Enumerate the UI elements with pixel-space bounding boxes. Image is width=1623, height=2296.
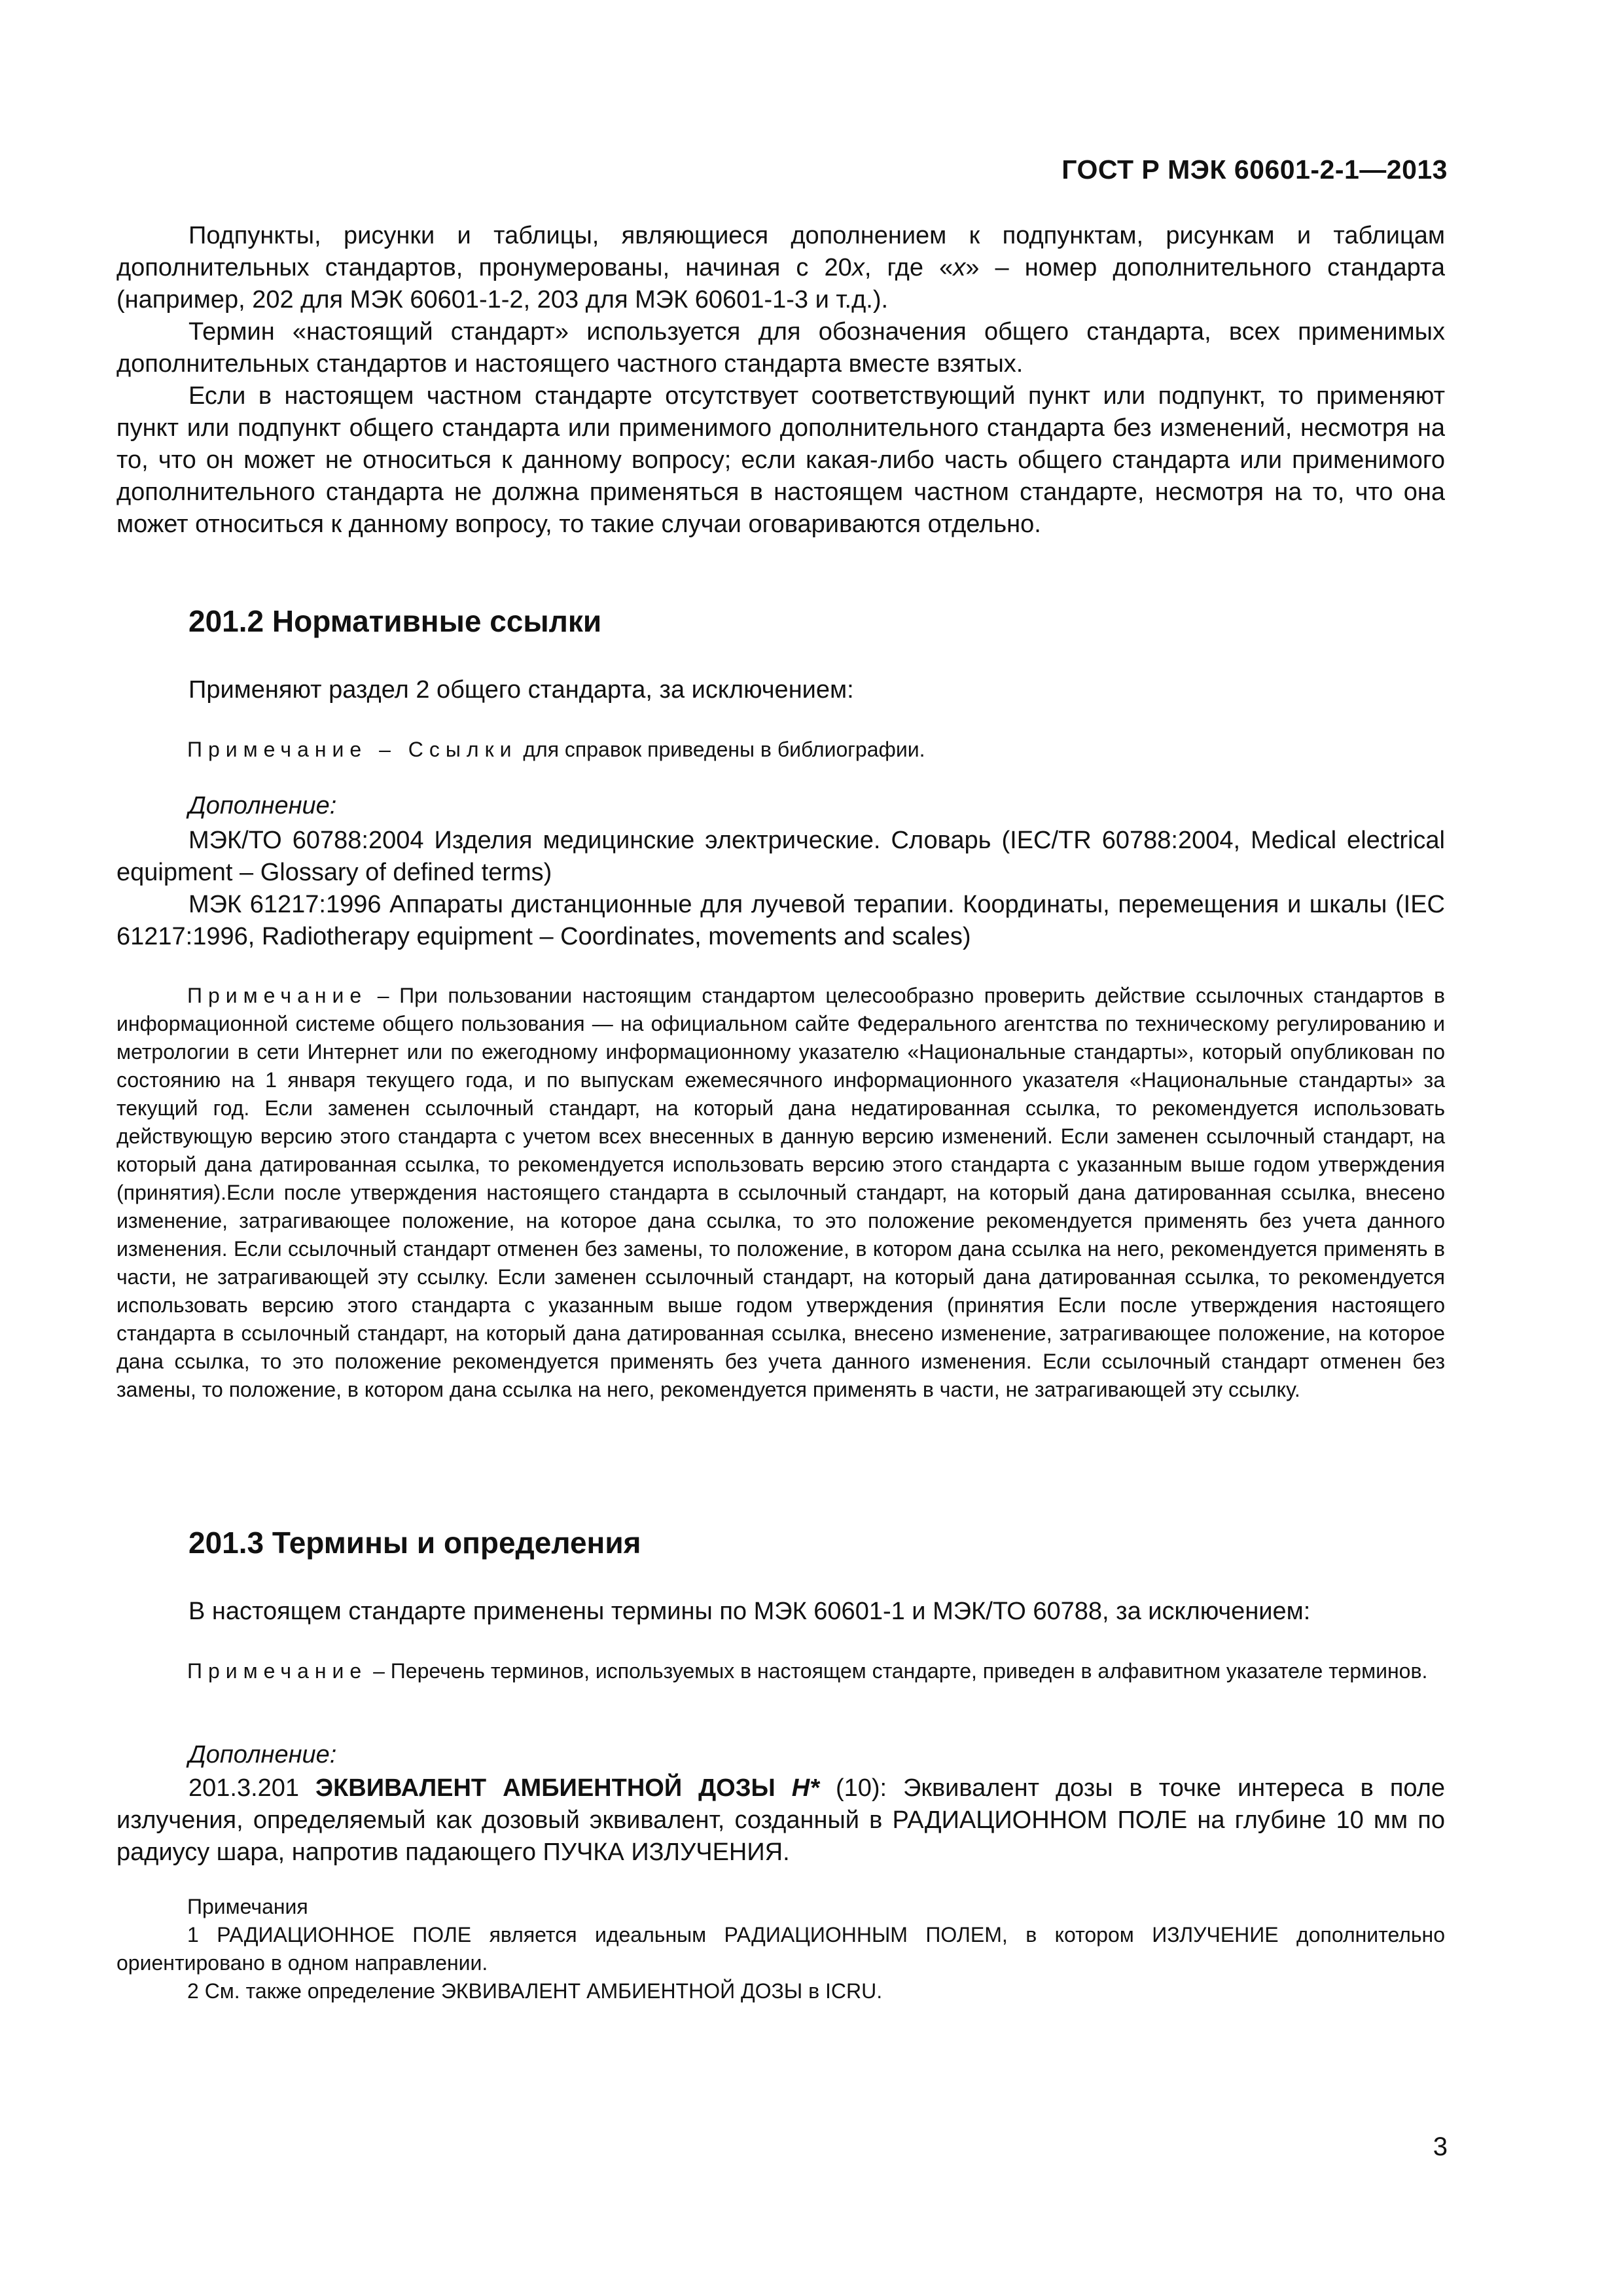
- reference-item: МЭК 61217:1996 Аппараты дистанционные для лучевой терапии. Координаты, перемещения и шкалы (IEC 61217:1996, Radiotherapy equipment – Coordinates, movements and scales): [116, 891, 1445, 950]
- section-3-note: Примечание – Перечень терминов, используемых в настоящем стандарте, приведен в алфавитном указателе терминов.: [187, 1659, 1428, 1683]
- intro-paragraph-3: Если в настоящем частном стандарте отсутствует соответствующий пункт или подпункт, то применяют пункт или подпункт общего стандарта или применимого дополнительного стандарта без изменений, несмотря на то, что он может не относиться к данному вопросу; если какая-либо часть общего стандарта или применимого дополнительного стандарта не должна применяться в настоящем частном стандарте, несмотря на то, что она может относиться к данному вопросу, то такие случаи оговариваются отдельно.: [116, 382, 1445, 538]
- note-label: Примечание: [187, 1659, 368, 1683]
- intro-paragraphs: [116, 220, 1445, 541]
- reference-item: МЭК/ТО 60788:2004 Изделия медицинские электрические. Словарь (IEC/TR 60788:2004, Medical electrical equipment – Glossary of defined terms): [116, 827, 1445, 886]
- section-2-short-note: Примечание – Ссылки для справок приведены в библиографии.: [187, 738, 925, 761]
- term-number: 201.3.201: [188, 1774, 316, 1802]
- intro-paragraph-1: Подпункты, рисунки и таблицы, являющиеся дополнением к подпунктам, рисункам и таблицам дополнительных стандартов, пронумерованы, начиная с 20x, где «x» – номер дополнительного стандарта (например, 202 для МЭК 60601-1-2, 203 для МЭК 60601-1-3 и т.д.).: [116, 222, 1445, 314]
- note-label: Примечание – Ссылки: [187, 738, 518, 761]
- section-2-long-note: Примечание – При пользовании настоящим стандартом целесообразно проверить действие ссылочных стандартов в информационной системе общего пользования — на официальном сайте Федерального агентства по техническому регулированию и метрологии в сети Интернет или по ежегодному информационному указателю «Национальные стандарты», который опубликован по состоянию на 1 января текущего года, и по выпускам ежемесячного информационного указателя «Национальные стандарты» за текущий год. Если заменен ссылочный стандарт, на который дана недатированная ссылка, то рекомендуется использовать действующую версию этого стандарта с учетом всех внесенных в данную версию изменений. Если заменен ссылочный стандарт, на который дана датированная ссылка, то рекомендуется использовать версию этого стандарта с указанным выше годом утверждения (принятия).Если после утверждения настоящего стандарта в ссылочный стандарт, на который дана датированная ссылка, внесено изменение, затрагивающее положение, на которое дана ссылка, то это положение рекомендуется применять без учета данного изменения. Если ссылочный стандарт отменен без замены, то положение, в котором дана ссылка на него, рекомендуется применять в части, не затрагивающей эту ссылку. Если заменен ссылочный стандарт, на который дана датированная ссылка, то рекомендуется использовать версию этого стандарта с указанным выше годом утверждения (принятия Если после утверждения настоящего стандарта в ссылочный стандарт, на который дана датированная ссылка, внесено изменение, затрагивающее положение, на которое дана ссылка, то это положение рекомендуется применять без учета данного изменения. Если ссылочный стандарт отменен без замены, то положение, в котором дана ссылка на него, рекомендуется применять в части, не затрагивающей эту ссылку.: [116, 984, 1445, 1401]
- term-definition: [116, 1772, 1445, 1869]
- document-code: ГОСТ Р МЭК 60601-2-1—2013: [1061, 154, 1448, 185]
- intro-paragraph-2: Термин «настоящий стандарт» используется для обозначения общего стандарта, всех применимых дополнительных стандартов и настоящего частного стандарта вместе взятых.: [116, 318, 1445, 378]
- note-label: Примечание: [187, 984, 368, 1007]
- page-number: 3: [1433, 2132, 1448, 2161]
- notes-title: Примечания: [187, 1895, 308, 1918]
- section-2-references: [116, 825, 1445, 953]
- term-note-2: 2 См. также определение ЭКВИВАЛЕНТ АМБИЕНТНОЙ ДОЗЫ в ICRU.: [187, 1979, 883, 2003]
- section-2-heading: 201.2 Нормативные ссылки: [188, 604, 602, 638]
- section-2-intro: Применяют раздел 2 общего стандарта, за исключением:: [188, 676, 854, 704]
- term-text: (10): Эквивалент дозы в точке интереса в поле излучения, определяемый как дозовый эквивалент, созданный в РАДИАЦИОННОМ ПОЛЕ на глубине 10 мм по радиусу шара, напротив падающего ПУЧКА ИЗЛУЧЕНИЯ.: [116, 1774, 1445, 1866]
- term-symbol: H*: [791, 1774, 819, 1802]
- section-2-addition-label: Дополнение:: [188, 792, 337, 819]
- term-notes: [116, 1893, 1445, 2005]
- section-3-heading: 201.3 Термины и определения: [188, 1526, 641, 1560]
- term-note-1: 1 РАДИАЦИОННОЕ ПОЛЕ является идеальным РАДИАЦИОННЫМ ПОЛЕМ, в котором ИЗЛУЧЕНИЕ дополнительно ориентировано в одном направлении.: [116, 1923, 1445, 1975]
- section-3-intro: В настоящем стандарте применены термины по МЭК 60601-1 и МЭК/ТО 60788, за исключением:: [188, 1598, 1311, 1625]
- term-name: ЭКВИВАЛЕНТ АМБИЕНТНОЙ ДОЗЫ: [315, 1774, 792, 1802]
- section-3-addition-label: Дополнение:: [188, 1741, 337, 1768]
